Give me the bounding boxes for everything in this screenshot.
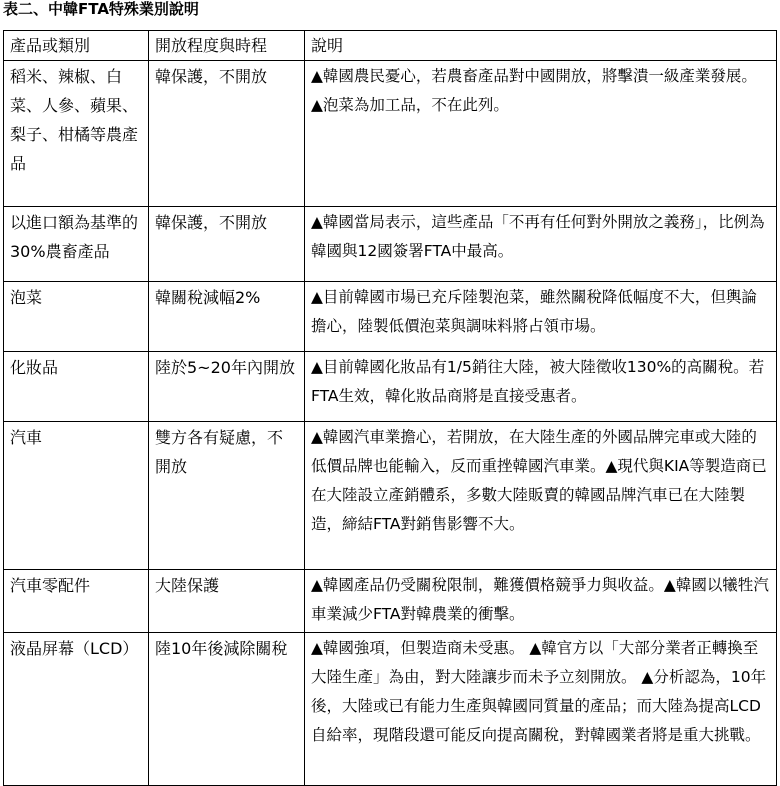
table-row: [4, 422, 777, 570]
explanation-cell: ▲目前韓國化妝品有1/5銷往大陸，被大陸徵收130%的高關稅。若FTA生效，韓化妝品商將是直接受惠者。: [305, 352, 777, 422]
category-cell: 汽車零配件: [4, 570, 149, 633]
category-cell: 泡菜: [4, 282, 149, 352]
table-row: [4, 352, 777, 422]
table-row: [4, 207, 777, 282]
table-body: [4, 61, 777, 786]
table-row: [4, 282, 777, 352]
table-header: [4, 31, 777, 61]
category-cell: 稻米、辣椒、白菜、人參、蘋果、梨子、柑橘等農產品: [4, 61, 149, 207]
fta-special-industries-table: [3, 30, 777, 786]
category-cell: 以進口額為基準的30%農畜產品: [4, 207, 149, 282]
header-row: [4, 31, 777, 61]
category-cell: 汽車: [4, 422, 149, 570]
explanation-cell: ▲韓國農民憂心，若農畜產品對中國開放，將擊潰一級產業發展。 ▲泡菜為加工品，不在此列。: [305, 61, 777, 207]
openness-cell: 陸於5~20年內開放: [149, 352, 305, 422]
explanation-cell: ▲目前韓國市場已充斥陸製泡菜，雖然關稅降低幅度不大，但輿論擔心，陸製低價泡菜與調味料將占領市場。: [305, 282, 777, 352]
column-header-openness: 開放程度與時程: [149, 31, 305, 61]
column-header-explanation: 說明: [305, 31, 777, 61]
explanation-cell: ▲韓國產品仍受關稅限制，難獲價格競爭力與收益。▲韓國以犧牲汽車業減少FTA對韓農業的衝擊。: [305, 570, 777, 633]
openness-cell: 大陸保護: [149, 570, 305, 633]
openness-cell: 韓保護，不開放: [149, 207, 305, 282]
table-row: [4, 570, 777, 633]
explanation-cell: ▲韓國當局表示，這些產品「不再有任何對外開放之義務」，比例為韓國與12國簽署FTA中最高。: [305, 207, 777, 282]
explanation-cell: ▲韓國汽車業擔心，若開放，在大陸生產的外國品牌完車或大陸的低價品牌也能輸入，反而重挫韓國汽車業。▲現代與KIA等製造商已在大陸設立產銷體系，多數大陸販賣的韓國品牌汽車已在大陸製造，締結FTA對銷售影響不大。: [305, 422, 777, 570]
explanation-cell: ▲韓國強項，但製造商未受惠。 ▲韓官方以「大部分業者正轉換至大陸生產」為由，對大陸讓步而未予立刻開放。 ▲分析認為，10年後，大陸或已有能力生產與韓國同質量的產品；而大陸為提高LCD自給率，現階段還可能反向提高關稅，對韓國業者將是重大挑戰。: [305, 633, 777, 786]
category-cell: 化妝品: [4, 352, 149, 422]
table-row: [4, 61, 777, 207]
column-header-category: 產品或類別: [4, 31, 149, 61]
document-title: 表二、中韓FTA特殊業別說明: [3, 0, 199, 18]
category-cell: 液晶屏幕（LCD）: [4, 633, 149, 786]
openness-cell: 雙方各有疑慮，不開放: [149, 422, 305, 570]
openness-cell: 韓關稅減幅2%: [149, 282, 305, 352]
openness-cell: 陸10年後減除關稅: [149, 633, 305, 786]
openness-cell: 韓保護，不開放: [149, 61, 305, 207]
